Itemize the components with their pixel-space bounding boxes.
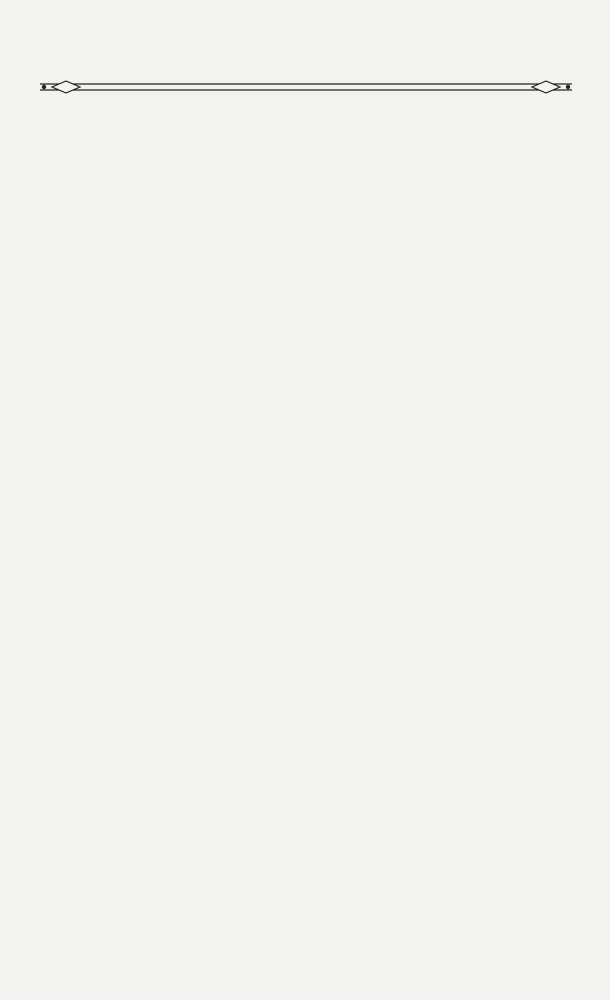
section-heading: [44, 126, 570, 166]
table-of-contents: [44, 118, 570, 166]
ornamental-rule: [40, 79, 572, 95]
